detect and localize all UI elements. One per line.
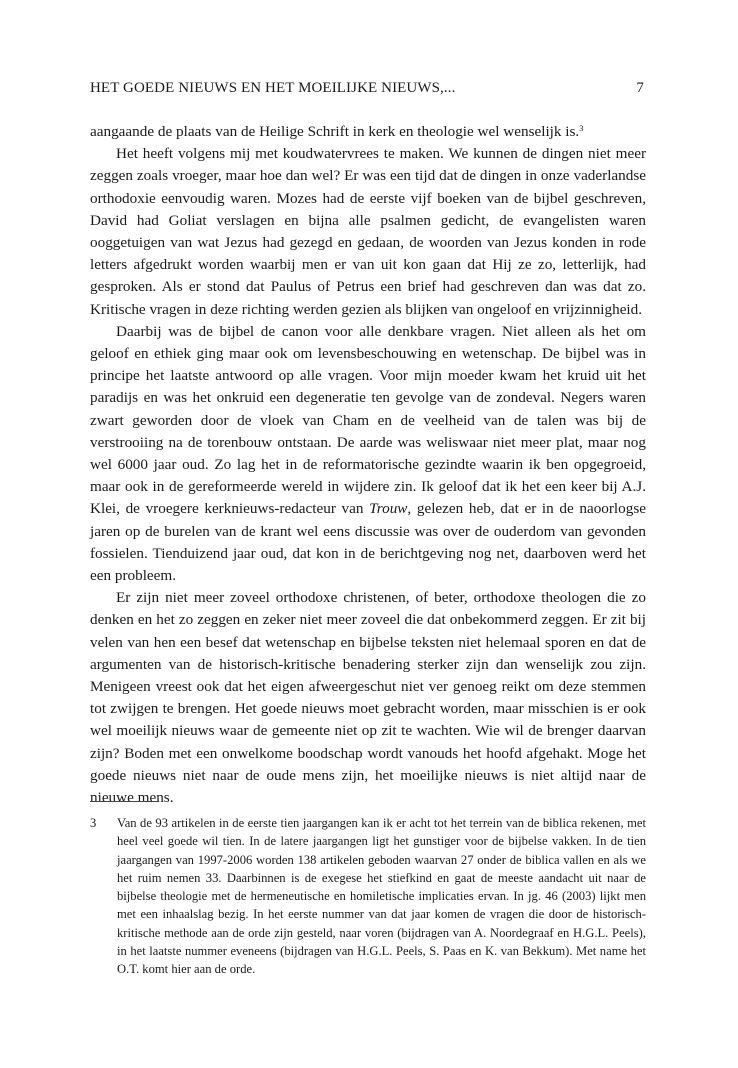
paragraph-4: Er zijn niet meer zoveel orthodoxe christenen, of beter, orthodoxe theologen die zo denken en het zo zeggen en zeker niet meer zoveel die dat onbekommerd zeggen. Er zit bij velen van hen een besef dat wetenschap en bijbelse teksten niet helemaal sporen en dat de argumenten van de historisch-kritische benadering sterker zijn dan wenselijk zou zijn. Menigeen vreest ook dat het eigen afweergeschut niet ver genoeg reikt om deze stemmen tot zwijgen te brengen. Het goede nieuws moet gebracht worden, maar misschien is er ook wel moeilijk nieuws waar de gemeente niet op zit te wachten. Wie wil de brenger daarvan zijn? Boden met een onwelkome boodschap wordt vanouds het hoofd afgehakt. Moge het goede nieuws niet naar de oude mens zijn, het moeilijke nieuws is niet altijd naar de nieuwe mens.	[90, 589, 646, 807]
footnote-reference[interactable]: 3	[579, 123, 584, 133]
footnote	[90, 814, 646, 979]
page-number: 7	[636, 80, 644, 96]
paragraph-3-part-2: , gelezen heb, dat er in de naoorlogse jaren op de burelen van de krant wel eens discussie was over de ouderdom van gevonden fossielen. Tienduizend jaar oud, dat kon in de berichtgeving nog net, daarboven werd het een probleem.	[90, 500, 646, 585]
footnote-number: 3	[90, 816, 97, 830]
paragraph-2: Het heeft volgens mij met koudwatervrees te maken. We kunnen de dingen niet meer zeggen zoals vroeger, maar hoe dan wel? Er was een tijd dat de dingen in onze vaderlandse orthodoxie eenvoudig waren. Mozes had de eerste vijf boeken van de bijbel geschreven, David had Goliat verslagen en bijna alle psalmen gedicht, de evangelisten waren ooggetuigen van wat Jezus had gezegd en gedaan, de woorden van Jezus konden in rode letters afgedrukt worden waarbij men er van uit kon gaan dat Hij ze zo, letterlijk, had gesproken. Als er stond dat Paulus of Petrus een brief had geschreven dan was dat zo. Kritische vragen in deze richting werden gezien als blijken van ongeloof en vrijzinnigheid.	[90, 145, 646, 318]
footnote-text: Van de 93 artikelen in de eerste tien jaargangen kan ik er acht tot het terrein van de biblica rekenen, met heel veel goede wil tien. In de latere jaargangen ligt het gunstiger voor de bijbelse vakken. In de tien jaargangen van 1997-2006 worden 138 artikelen geboden waarvan 27 onder de biblica vallen en als we het ruim nemen 33. Daarbinnen is de exegese het stiefkind en gaat de meeste aandacht uit naar de bijbelse theologie met de hermeneutische en homiletische implicaties ervan. In jg. 46 (2003) lijkt men met een inhaalslag bezig. In het eerste nummer van dat jaar komen de vragen die door de historisch-kritische methode aan de orde zijn gesteld, naar voren (bijdragen van A. Noordegraaf en H.G.L. Peels), in het laatste nummer eveneens (bijdragen van H.G.L. Peels, S. Paas en K. van Bekkum). Met name het O.T. komt hier aan de orde.	[117, 816, 646, 977]
running-title: HET GOEDE NIEUWS EN HET MOEILIJKE NIEUWS,...	[90, 80, 456, 96]
paragraph-3-part-1: Daarbij was de bijbel de canon voor alle denkbare vragen. Niet alleen als het om geloof en ethiek ging maar ook om levensbeschouwing en wetenschap. De bijbel was in principe het laatste antwoord op alle vragen. Voor mijn moeder kwam het kruid uit het paradijs en was het onkruid een degeneratie ten gevolge van de zondeval. Negers waren zwart geworden door de vloek van Cham en de veelheid van de talen was bij de verstrooiing na de torenbouw ontstaan. De aarde was weliswaar niet meer plat, maar nog wel 6000 jaar oud. Zo lag het in de reformatorische gezindte waarin ik ben opgegroeid, maar ook in de gereformeerde wereld in wijdere zin. Ik geloof dat ik het een keer bij A.J. Klei, de vroegere kerknieuws-redacteur van	[90, 322, 646, 518]
main-text	[90, 121, 646, 809]
paragraph-1-text: aangaande de plaats van de Heilige Schrift in kerk en theologie wel wenselijk is.	[90, 123, 580, 140]
footnote-separator	[90, 801, 158, 802]
paragraph-1	[90, 121, 646, 143]
running-header	[90, 80, 646, 102]
newspaper-title: Trouw	[369, 500, 408, 518]
paragraph-3	[90, 321, 646, 587]
